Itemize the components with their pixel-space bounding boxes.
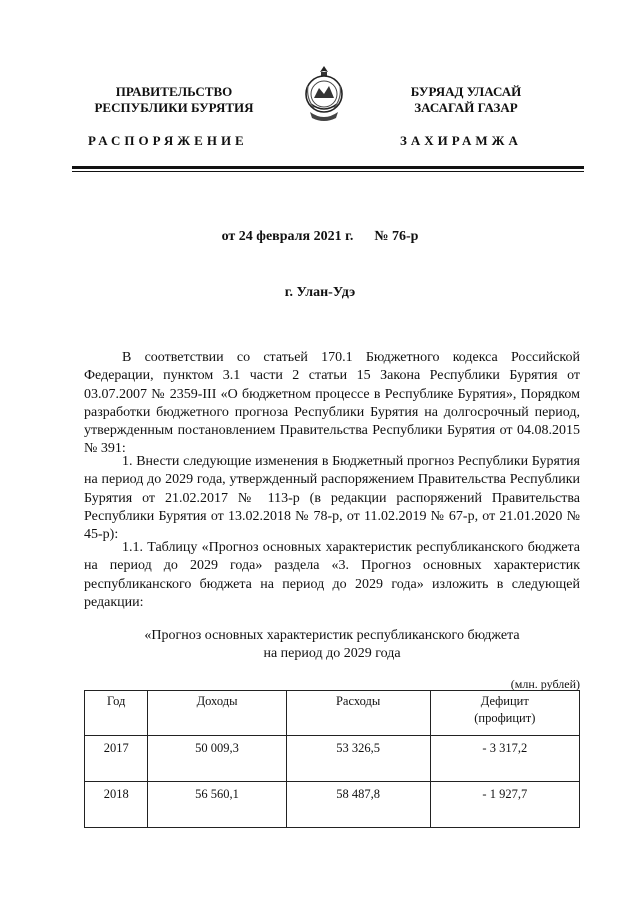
document-number: № 76-р <box>374 229 419 244</box>
cell-deficit: - 1 927,7 <box>430 782 579 828</box>
table-title <box>84 627 580 663</box>
header-deficit-line-2: (профицит) <box>474 711 536 725</box>
issuer-line-1-buryat: БУРЯАД УЛАСАЙ <box>410 84 522 99</box>
header-rule-thick <box>72 166 584 169</box>
header-rule-thin <box>72 171 584 172</box>
document-city: г. Улан-Удэ <box>284 285 356 300</box>
issuer-line-1: ПРАВИТЕЛЬСТВО <box>115 84 233 99</box>
document-date-line <box>0 229 640 245</box>
doctype-russian: РАСПОРЯЖЕНИЕ <box>88 133 248 148</box>
table-row <box>85 736 580 782</box>
cell-deficit: - 3 317,2 <box>430 736 579 782</box>
cell-income: 56 560,1 <box>148 782 286 828</box>
issuer-line-2: РЕСПУБЛИКИ БУРЯТИЯ <box>94 100 254 115</box>
table-row <box>85 782 580 828</box>
clause-1-paragraph: 1. Внести следующие изменения в Бюджетный прогноз Республики Бурятия на период до 2029 года, утвержденный распоряжением Правительства Республики Бурятия от 21.02.2017 № 113-р (в редакции распоряжений Правительства Республики Бурятия от 13.02.2018 № 78-р, от 11.02.2019 № 67-р, от 21.01.2020 № 45-р): <box>84 454 580 543</box>
budget-forecast-table <box>84 690 580 828</box>
clause-1-1-paragraph: 1.1. Таблицу «Прогноз основных характеристик республиканского бюджета на период до 2029 года» раздела «3. Прогноз основных характеристик республиканского бюджета на период до 2029 года» изложить в следующей редакции: <box>84 540 580 610</box>
table-units: (млн. рублей) <box>510 677 580 691</box>
table-title-line-2: на период до 2029 года <box>263 646 401 661</box>
table-header-row <box>85 691 580 736</box>
header-expense: Расходы <box>286 691 430 736</box>
issuer-line-2-buryat: ЗАСАГАЙ ГАЗАР <box>414 100 518 115</box>
table-title-line-1: «Прогноз основных характеристик республиканского бюджета <box>144 628 520 643</box>
cell-expense: 53 326,5 <box>286 736 430 782</box>
header-year: Год <box>85 691 148 736</box>
issuer-name-buryat <box>396 84 536 116</box>
header-income: Доходы <box>148 691 286 736</box>
cell-year: 2017 <box>85 736 148 782</box>
doctype-buryat: ЗАХИРАМЖА <box>400 133 522 148</box>
coat-of-arms-icon <box>302 64 346 124</box>
header-deficit <box>430 691 579 736</box>
issuer-name-russian <box>84 84 264 116</box>
preamble-paragraph: В соответствии со статьей 170.1 Бюджетного кодекса Российской Федерации, пунктом 3.1 части 2 статьи 15 Закона Республики Бурятия от 03.07.2007 № 2359-III «О бюджетном процессе в Республике Бурятия», Порядком разработки бюджетного прогноза Республики Бурятия на долгосрочный период, утвержденным постановлением Правительства Республики Бурятия от 04.08.2015 № 391: <box>84 350 580 457</box>
header-deficit-line-1: Дефицит <box>480 694 529 708</box>
cell-income: 50 009,3 <box>148 736 286 782</box>
cell-expense: 58 487,8 <box>286 782 430 828</box>
cell-year: 2018 <box>85 782 148 828</box>
document-date: от 24 февраля 2021 г. <box>221 229 354 244</box>
